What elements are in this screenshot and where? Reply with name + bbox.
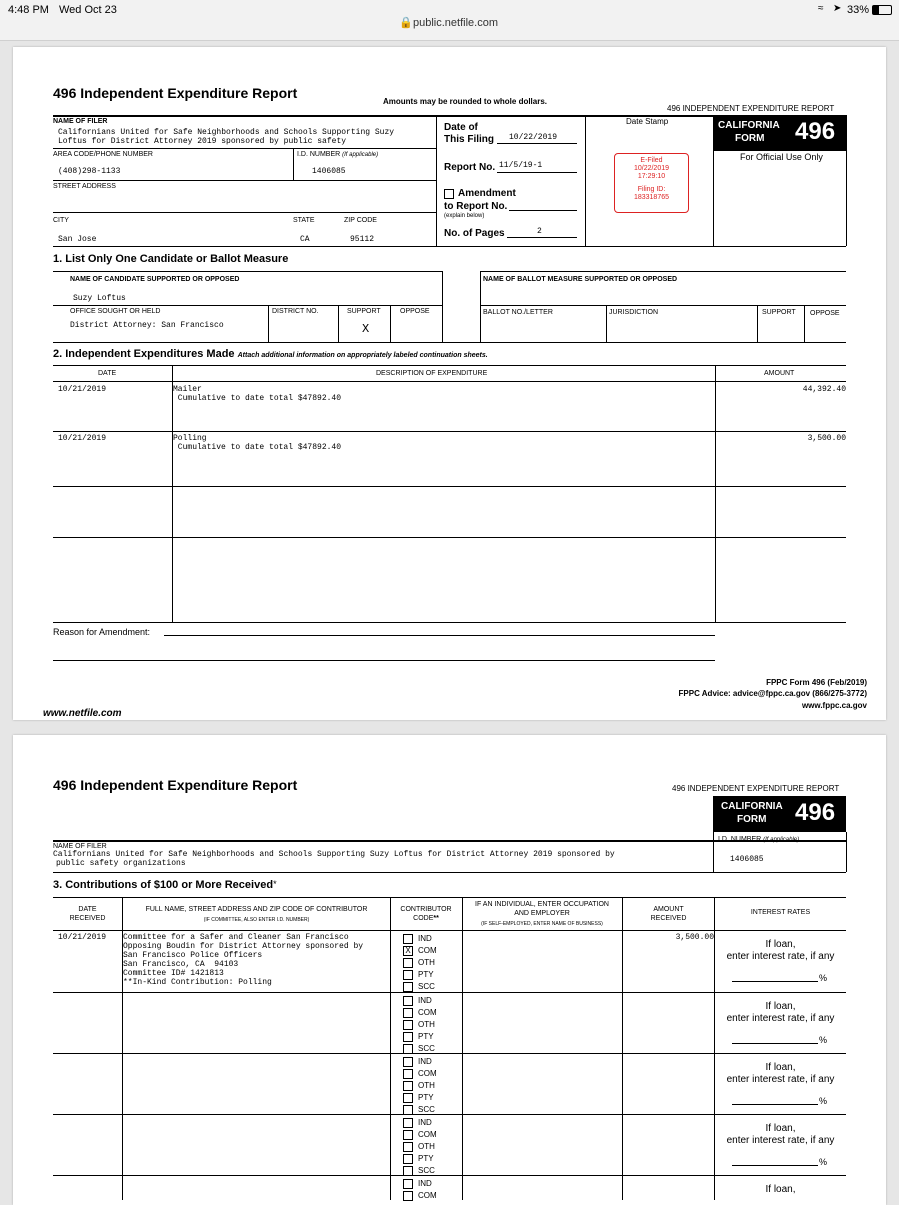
rounding-note: Amounts may be rounded to whole dollars.: [383, 97, 548, 106]
ballot-name-label: NAME OF BALLOT MEASURE SUPPORTED OR OPPOSED: [483, 276, 678, 283]
code-checkbox-oth[interactable]: [403, 958, 413, 968]
percent-sign: %: [819, 1157, 828, 1167]
p2-col-name-1: FULL NAME, STREET ADDRESS AND ZIP CODE OF CONTRIBUTOR: [145, 906, 368, 913]
filer-name-label: NAME OF FILER: [53, 118, 108, 125]
percent-sign: %: [819, 1096, 828, 1106]
office-value: District Attorney: San Francisco: [70, 321, 224, 330]
filer-name-line2: Loftus for District Attorney 2019 sponsored by public safety: [58, 137, 347, 146]
p2-col-amt-2: RECEIVED: [650, 915, 687, 922]
city-value: San Jose: [58, 235, 97, 244]
code-label: OTH: [418, 1081, 435, 1090]
rule: [462, 897, 463, 1200]
phone-value: (408)298-1133: [58, 167, 121, 176]
code-checkbox-pty[interactable]: [403, 1093, 413, 1103]
code-checkbox-oth[interactable]: [403, 1020, 413, 1030]
p2-col-amt-1: AMOUNT: [653, 906, 684, 913]
exp-row-1-amount: 44,392.40: [802, 385, 846, 394]
section-1-title: 1. List Only One Candidate or Ballot Measure: [53, 253, 289, 265]
rule: [53, 1175, 846, 1176]
page2-filer-line1: Californians United for Safe Neighborhoods and Schools Supporting Suzy Loftus for District Attorney 2019 sponsored by: [53, 850, 615, 859]
p2-col-occ-1: IF AN INDIVIDUAL, ENTER OCCUPATION: [475, 901, 609, 908]
loan-label: If loan,: [765, 1184, 796, 1195]
amendment-label: Amendment: [458, 188, 516, 199]
street-label: STREET ADDRESS: [53, 183, 116, 190]
code-label: SCC: [418, 1166, 435, 1175]
page2-id-value: 1406085: [730, 855, 764, 864]
page2-header-small: 496 INDEPENDENT EXPENDITURE REPORT: [672, 784, 840, 793]
section-2-title: 2. Independent Expenditures Made: [53, 348, 235, 360]
code-checkbox-scc[interactable]: [403, 1044, 413, 1054]
code-checkbox-oth[interactable]: [403, 1081, 413, 1091]
page2-id-applicable: (If applicable): [763, 837, 800, 843]
percent-sign: %: [819, 1035, 828, 1045]
code-label: IND: [418, 1057, 432, 1066]
code-checkbox-ind[interactable]: [403, 996, 413, 1006]
code-label: IND: [418, 1179, 432, 1188]
rule: [846, 832, 847, 872]
col-date-header: DATE: [98, 370, 117, 377]
id-applicable: (If applicable): [342, 152, 379, 158]
contrib-line: Committee ID# 1421813: [123, 969, 224, 978]
code-label: SCC: [418, 1044, 435, 1053]
rule: [390, 897, 391, 1200]
rule: [53, 1114, 846, 1115]
reason-label: Reason for Amendment:: [53, 627, 151, 637]
ballot-no-label: BALLOT NO./LETTER: [483, 309, 553, 316]
code-label: COM: [418, 1191, 437, 1200]
p2-col-int: INTEREST RATES: [750, 909, 811, 916]
wifi-icon: ≈: [818, 3, 824, 14]
ballot-oppose-label: OPPOSE: [810, 310, 840, 317]
page2-form-title: 496 Independent Expenditure Report: [53, 777, 298, 793]
code-label: COM: [418, 1069, 437, 1078]
status-date: Wed Oct 23: [59, 4, 117, 16]
exp-row-1-desc2: Cumulative to date total $47892.40: [173, 394, 342, 403]
report-no-label: Report No.: [444, 162, 496, 173]
rule: [622, 897, 623, 1200]
code-checkbox-ind[interactable]: [403, 934, 413, 944]
code-checkbox-com[interactable]: [403, 1130, 413, 1140]
interest-rate-input[interactable]: [732, 1043, 818, 1044]
california-label: CALIFORNIA: [718, 120, 780, 131]
exp-row-1-date: 10/21/2019: [58, 385, 107, 394]
loan-label: If loan,: [765, 1062, 796, 1073]
stamp-line: E-Filed: [640, 157, 663, 164]
report-no: 11/5/19-1: [499, 161, 543, 170]
code-label: SCC: [418, 982, 435, 991]
state-label: STATE: [293, 217, 315, 224]
code-label: PTY: [418, 1154, 434, 1163]
code-label: PTY: [418, 970, 434, 979]
section-2-note: Attach additional information on appropriately labeled continuation sheets.: [237, 352, 488, 359]
support-label: SUPPORT: [347, 308, 381, 315]
interest-rate-input[interactable]: [732, 1104, 818, 1105]
city-label: CITY: [53, 217, 69, 224]
candidate-name: Suzy Loftus: [73, 294, 126, 303]
contrib-line: San Francisco Police Officers: [123, 951, 263, 960]
code-label: OTH: [418, 1020, 435, 1029]
stamp-line: Filing ID:: [637, 186, 666, 193]
code-checkbox-scc[interactable]: [403, 1166, 413, 1176]
fppc-form-label: FPPC Form 496 (Feb/2019): [766, 678, 867, 687]
ballot-support-label: SUPPORT: [762, 309, 796, 316]
netfile-link[interactable]: www.netfile.com: [43, 708, 122, 719]
p2-col-occ-3: (IF SELF-EMPLOYED, ENTER NAME OF BUSINESS): [481, 921, 603, 927]
filing-date: 10/22/2019: [509, 133, 558, 142]
rule: [53, 930, 846, 931]
form-title: 496 Independent Expenditure Report: [53, 85, 298, 101]
interest-rate-input[interactable]: [732, 981, 818, 982]
code-checkbox-pty[interactable]: [403, 1032, 413, 1042]
fppc-advice: FPPC Advice: advice@fppc.ca.gov (866/275-3772): [678, 689, 867, 698]
loan-label: If loan,: [765, 1123, 796, 1134]
date-stamp-label: Date Stamp: [626, 117, 669, 126]
contrib-line: Opposing Boudin for District Attorney sponsored by: [123, 942, 364, 951]
section-3-star: *: [273, 879, 277, 889]
official-use-label: For Official Use Only: [740, 152, 823, 162]
battery-percent: 33%: [847, 4, 870, 16]
contrib-amount: 3,500.00: [675, 933, 714, 942]
code-label: SCC: [418, 1105, 435, 1114]
p2-col-code-star: **: [433, 915, 439, 922]
this-filing-label: This Filing: [444, 134, 494, 145]
phone-label: AREA CODE/PHONE NUMBER: [53, 151, 153, 158]
code-label: COM: [418, 1008, 437, 1017]
lock-icon: 🔒: [399, 17, 413, 29]
support-mark: X: [362, 322, 370, 336]
zip-value: 95112: [350, 235, 375, 244]
code-checkbox-scc[interactable]: [403, 982, 413, 992]
rule: [713, 832, 714, 872]
header-small: 496 INDEPENDENT EXPENDITURE REPORT: [667, 104, 835, 113]
loan-label: If loan,: [765, 939, 796, 950]
col-desc-header: DESCRIPTION OF EXPENDITURE: [376, 370, 488, 377]
code-checkbox-com[interactable]: [403, 1069, 413, 1079]
status-time: 4:48 PM: [8, 4, 49, 16]
code-checkbox-ind[interactable]: [403, 1179, 413, 1189]
id-value: 1406085: [312, 167, 346, 176]
p2-col-date-1: DATE: [78, 906, 97, 913]
location-icon: ➤: [833, 3, 842, 14]
code-label: OTH: [418, 958, 435, 967]
exp-row-2-desc2: Cumulative to date total $47892.40: [173, 443, 342, 452]
exp-row-2-amount: 3,500.00: [807, 434, 846, 443]
stamp-line: 183318765: [633, 194, 670, 201]
page2-id-label: I.D. NUMBER: [718, 836, 762, 843]
code-label: PTY: [418, 1032, 434, 1041]
code-label: IND: [418, 934, 432, 943]
exp-row-2-date: 10/21/2019: [58, 434, 107, 443]
contrib-line: Committee for a Safer and Cleaner San Francisco: [123, 933, 349, 942]
code-checkbox-scc[interactable]: [403, 1105, 413, 1115]
rule: [53, 872, 846, 873]
stamp-line: 17:29:10: [637, 173, 666, 180]
rule: [53, 1053, 846, 1054]
form-word: FORM: [735, 133, 765, 144]
col-amount-header: AMOUNT: [764, 370, 795, 377]
state-value: CA: [300, 235, 310, 244]
candidate-name-label: NAME OF CANDIDATE SUPPORTED OR OPPOSED: [70, 276, 240, 283]
page2-filer-line2: public safety organizations: [56, 859, 186, 868]
stamp-line: 10/22/2019: [633, 165, 670, 172]
loan-instruction: enter interest rate, if any: [726, 951, 835, 962]
rule: [53, 992, 846, 993]
section-3-title: 3. Contributions of $100 or More Received: [53, 879, 274, 891]
code-checkbox-ind[interactable]: [403, 1118, 413, 1128]
code-checkbox-ind[interactable]: [403, 1057, 413, 1067]
pages-label: No. of Pages: [444, 228, 505, 239]
page2-form-word: FORM: [737, 814, 767, 825]
contrib-date: 10/21/2019: [58, 933, 107, 942]
contrib-line: **In-Kind Contribution: Polling: [123, 978, 272, 987]
district-label: DISTRICT NO.: [272, 308, 319, 315]
contrib-line: San Francisco, CA 94103: [123, 960, 239, 969]
loan-instruction: enter interest rate, if any: [726, 1135, 835, 1146]
code-label: IND: [418, 996, 432, 1005]
to-report-label: to Report No.: [444, 201, 508, 212]
office-label: OFFICE SOUGHT OR HELD: [70, 308, 161, 315]
loan-instruction: enter interest rate, if any: [726, 1074, 835, 1085]
code-checkbox-oth[interactable]: [403, 1142, 413, 1152]
page2-filer-label: NAME OF FILER: [53, 843, 107, 850]
p2-col-occ-2: AND EMPLOYER: [514, 910, 570, 917]
form-number: 496: [795, 118, 836, 145]
zip-label: ZIP CODE: [344, 217, 377, 224]
p2-col-code-1: CONTRIBUTOR: [400, 906, 452, 913]
page2-form-number: 496: [795, 799, 836, 826]
loan-instruction: enter interest rate, if any: [726, 1013, 835, 1024]
oppose-label: OPPOSE: [400, 308, 430, 315]
code-label: PTY: [418, 1093, 434, 1102]
p2-col-name-2: (IF COMMITTEE, ALSO ENTER I.D. NUMBER): [203, 917, 310, 923]
code-label: COM: [418, 1130, 437, 1139]
url-bar[interactable]: public.netfile.com: [413, 17, 498, 29]
code-label: IND: [418, 1118, 432, 1127]
exp-row-1-desc: Mailer: [173, 385, 202, 394]
date-of-label: Date of: [444, 122, 478, 133]
filer-name-line1: Californians United for Safe Neighborhoods and Schools Supporting Suzy: [58, 128, 395, 137]
code-label: COM: [418, 946, 437, 955]
code-checkbox-pty[interactable]: [403, 1154, 413, 1164]
interest-rate-input[interactable]: [732, 1165, 818, 1166]
exp-row-2-desc: Polling: [173, 434, 207, 443]
percent-sign: %: [819, 973, 828, 983]
page2-form-number-box: [713, 796, 846, 832]
loan-label: If loan,: [765, 1001, 796, 1012]
page2-california: CALIFORNIA: [721, 801, 783, 812]
jurisdiction-label: JURISDICTION: [609, 309, 658, 316]
id-label: I.D. NUMBER: [297, 151, 341, 158]
code-checkbox-pty[interactable]: [403, 970, 413, 980]
code-checkbox-com[interactable]: [403, 1008, 413, 1018]
p2-col-date-2: RECEIVED: [69, 915, 106, 922]
code-label: OTH: [418, 1142, 435, 1151]
rule: [53, 897, 846, 898]
explain-label: (explain below): [444, 213, 485, 219]
pages-value: 2: [537, 227, 542, 236]
fppc-website[interactable]: www.fppc.ca.gov: [801, 701, 867, 710]
p2-col-code-2: CODE: [413, 915, 434, 922]
code-checkbox-com[interactable]: X: [403, 946, 413, 956]
